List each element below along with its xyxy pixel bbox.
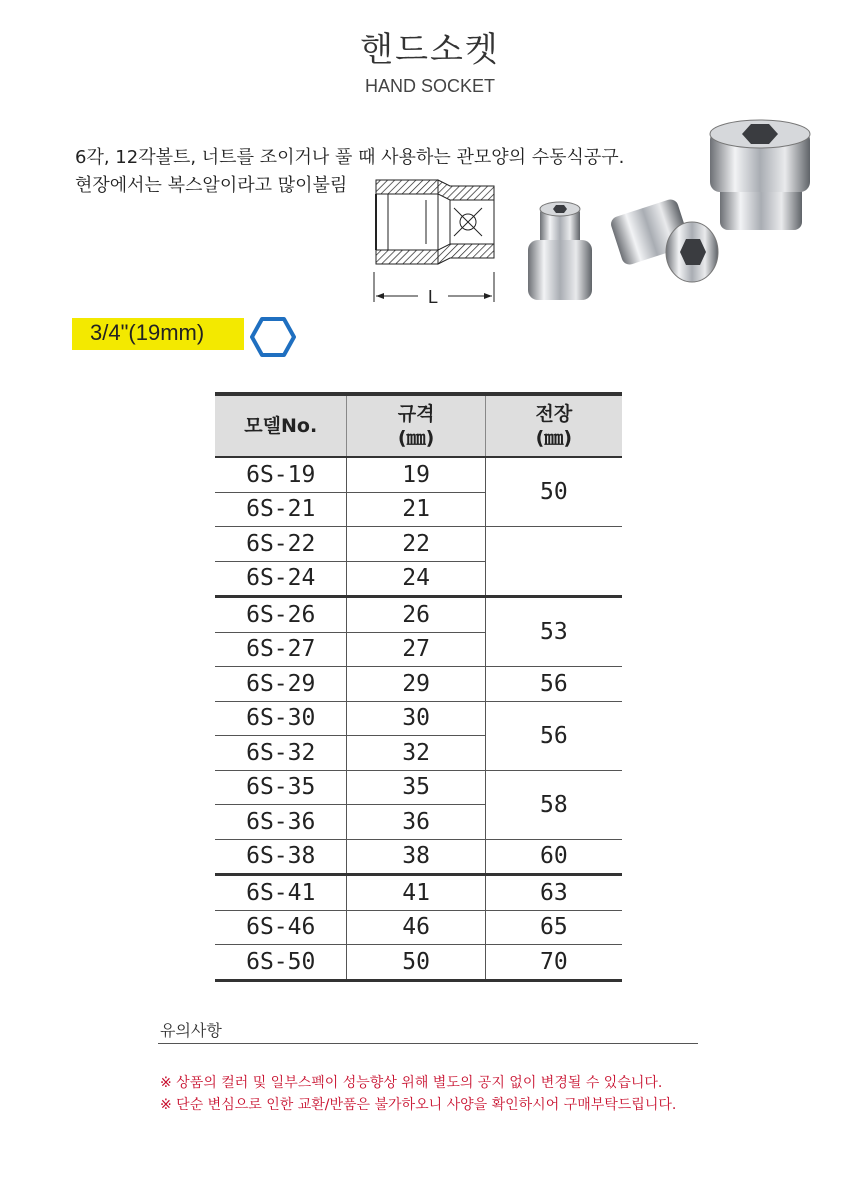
spec-cell: 41: [347, 875, 485, 911]
spec-cell: 46: [347, 910, 485, 945]
length-cell: 70: [485, 945, 622, 981]
table-row: [215, 667, 622, 702]
spec-cell: 24: [347, 561, 485, 597]
hexagon-icon: [250, 316, 296, 358]
spec-cell: 26: [347, 597, 485, 633]
length-cell: 53: [485, 597, 622, 667]
size-tag: [72, 318, 244, 350]
model-cell: 6S-30: [215, 701, 347, 736]
table-row: [215, 910, 622, 945]
spec-cell: 19: [347, 457, 485, 492]
spec-cell: 27: [347, 632, 485, 667]
model-cell: 6S-38: [215, 839, 347, 875]
spec-cell: 50: [347, 945, 485, 981]
spec-cell: 21: [347, 492, 485, 527]
model-cell: 6S-50: [215, 945, 347, 981]
length-cell: 60: [485, 839, 622, 875]
table-row: [215, 839, 622, 875]
socket-product-photo: [520, 112, 820, 312]
length-cell: 65: [485, 910, 622, 945]
spec-cell: 38: [347, 839, 485, 875]
length-cell: 56: [485, 701, 622, 770]
spec-cell: 29: [347, 667, 485, 702]
model-cell: 6S-27: [215, 632, 347, 667]
notice-title: 유의사항: [160, 1021, 222, 1040]
table-row: [215, 945, 622, 981]
notice-line-2: ※ 단순 변심으로 인한 교환/반품은 불가하오니 사양을 확인하시어 구매부탁드립니다.: [160, 1097, 677, 1113]
table-row: [215, 875, 622, 911]
model-cell: 6S-26: [215, 597, 347, 633]
header-model: 모델No.: [215, 394, 347, 457]
spec-table: [215, 392, 622, 982]
table-row: [215, 527, 622, 562]
description-line-2: 현장에서는 복스알이라고 많이불림: [75, 175, 348, 196]
model-cell: 6S-19: [215, 457, 347, 492]
spec-cell: 35: [347, 770, 485, 805]
model-cell: 6S-32: [215, 736, 347, 771]
notice-divider: [158, 1043, 698, 1044]
model-cell: 6S-29: [215, 667, 347, 702]
length-cell: 63: [485, 875, 622, 911]
length-cell: [485, 527, 622, 597]
notice-line-1: ※ 상품의 컬러 및 일부스펙이 성능향상 위해 별도의 공지 없이 변경될 수 있습니다.: [160, 1075, 663, 1091]
header-spec: [347, 394, 485, 457]
model-cell: 6S-41: [215, 875, 347, 911]
notice-text: [160, 1072, 676, 1116]
model-cell: 6S-36: [215, 805, 347, 840]
model-cell: 6S-21: [215, 492, 347, 527]
size-label: 3/4"(19mm): [90, 320, 205, 345]
page-subtitle: HAND SOCKET: [364, 76, 496, 96]
length-cell: 50: [485, 457, 622, 527]
header-length: [485, 394, 622, 457]
page-title: 핸드소켓: [360, 30, 500, 70]
spec-cell: 32: [347, 736, 485, 771]
description-line-1: 6각, 12각볼트, 너트를 조이거나 풀 때 사용하는 관모양의 수동식공구.: [75, 147, 625, 168]
model-cell: 6S-24: [215, 561, 347, 597]
header-spec-text: 규격 (㎜): [397, 403, 435, 449]
spec-cell: 36: [347, 805, 485, 840]
table-row: [215, 770, 622, 805]
table-row: [215, 457, 622, 492]
table-row: [215, 701, 622, 736]
header-length-text: 전장 (㎜): [535, 403, 573, 449]
model-cell: 6S-22: [215, 527, 347, 562]
model-cell: 6S-46: [215, 910, 347, 945]
socket-section-drawing: [370, 176, 500, 310]
spec-cell: 30: [347, 701, 485, 736]
length-cell: 56: [485, 667, 622, 702]
table-row: [215, 597, 622, 633]
model-cell: 6S-35: [215, 770, 347, 805]
length-cell: 58: [485, 770, 622, 839]
dimension-label: L: [427, 287, 439, 307]
table-header-row: [215, 394, 622, 457]
spec-cell: 22: [347, 527, 485, 562]
